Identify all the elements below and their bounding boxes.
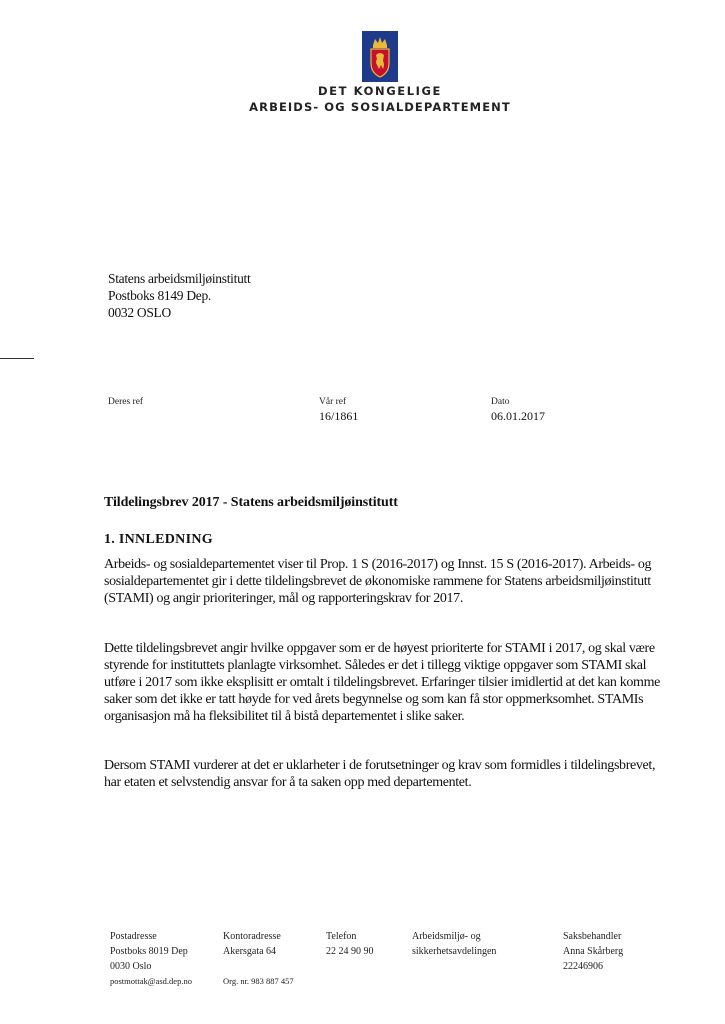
paragraph-2: Dette tildelingsbrevet angir hvilke oppgaver som er de høyest prioriterte for STAMI i 2017, og skal være styrende for instituttets planlagte virksomhet. Således er det i tillegg viktige oppgaver som STAMI skal utføre i 2017 som ikke eksplisitt er omtalt i tildelingsbrevet. Erfaringer tilsier imidlertid at det kan komme saker som det ikke er tatt høyde for ved årets begynnelse og som kan få stor oppmerksomhet. STAMIs organisasjon må ha fleksibilitet til å bistå departementet i slike saker. [104,641,660,724]
paragraph-1: Arbeids- og sosialdepartementet viser til Prop. 1 S (2016-2017) og Innst. 15 S (2016-2017). Arbeids- og sosialdepartementet gir i dette tildelingsbrevet de økonomiske rammene for Statens arbeidsmiljøinstitutt (STAMI) og angir prioriteringer, mål og rapporteringskrav for 2017. [104,557,652,606]
avdeling-line2: sikkerhetsavdelingen [412,946,497,957]
org-name-line2: ARBEIDS- OG SOSIALDEPARTEMENT [249,100,511,114]
kontoradresse-value: Akersgata 64 [223,946,277,957]
var-ref-value: 16/1861 [319,409,359,423]
letter-title: Tildelingsbrev 2017 - Statens arbeidsmiljøinstitutt [104,495,398,510]
telefon-value: 22 24 90 90 [326,946,374,957]
footer-saksbehandler [563,929,623,974]
footer-postadresse [110,929,192,989]
email-link[interactable]: postmottak@asd.dep.no [110,976,192,986]
deres-ref-label: Deres ref [108,397,144,407]
date-label: Dato [491,397,510,407]
postadresse-line2: 0030 Oslo [110,961,152,972]
footer-telefon [326,929,374,959]
saksbehandler-phone: 22246906 [563,961,603,972]
saksbehandler-name: Anna Skårberg [563,946,624,957]
avdeling-line1: Arbeidsmiljø- og [412,931,481,942]
telefon-label: Telefon [326,931,357,942]
recipient-postbox: Postboks 8149 Dep. [108,288,211,303]
org-name-line1: DET KONGELIGE [317,84,443,98]
recipient-name: Statens arbeidsmiljøinstitutt [108,271,251,286]
paragraph-3: Dersom STAMI vurderer at det er uklarheter i de forutsetninger og krav som formidles i tildelingsbrevet, har etaten et selvstendig ansvar for å ta saken opp med departementet. [104,758,656,790]
var-ref-label: Vår ref [319,397,347,407]
fold-mark [0,358,34,359]
footer-kontoradresse [223,929,294,989]
org-number: Org. nr. 983 887 457 [223,976,294,986]
saksbehandler-label: Saksbehandler [563,931,622,942]
footer-avdeling [412,929,496,959]
postadresse-label: Postadresse [110,931,157,942]
recipient-city: 0032 OSLO [108,305,171,320]
section-heading: 1. INNLEDNING [104,532,213,547]
postadresse-line1: Postboks 8019 Dep [110,946,188,957]
coat-of-arms-icon [362,31,398,82]
kontoradresse-label: Kontoradresse [223,931,281,942]
date-value: 06.01.2017 [491,409,545,423]
